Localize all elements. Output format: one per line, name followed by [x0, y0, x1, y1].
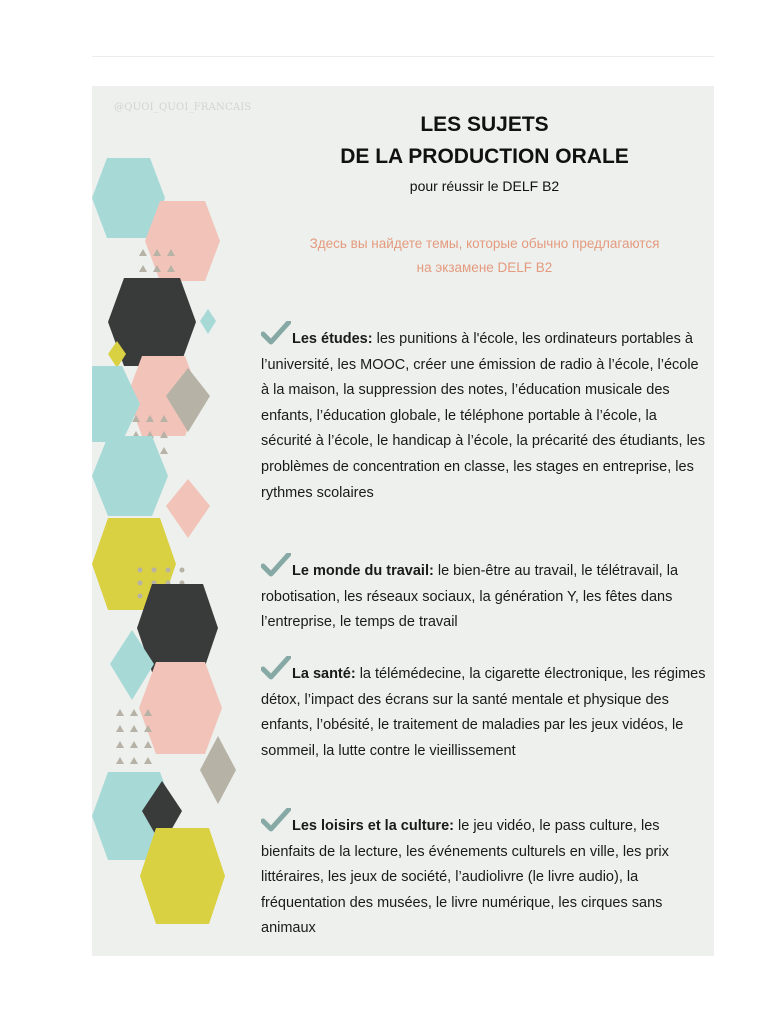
- section-text: le bien-être au travail, le télétravail, la robotisation, les réseaux sociaux, la génération Y, les fêtes dans l’entreprise, le temps de travail: [261, 563, 679, 631]
- section-heading: Le monde du travail:: [292, 563, 434, 579]
- poster-card: [92, 86, 714, 956]
- section-heading: Les études:: [292, 331, 373, 347]
- hexagon-decoration: [92, 86, 252, 956]
- title-line-1: LES SUJETS: [420, 113, 549, 136]
- section-text: le jeu vidéo, le pass culture, les bienfaits de la lecture, les événements culturels en ville, les prix littéraires, les jeux de société, l’audiolivre (le livre audio), la fréquentation des musées, le livre numérique, les cirques sans animaux: [261, 818, 669, 937]
- section-heading: Les loisirs et la culture:: [292, 818, 454, 834]
- title-line-2: DE LA PRODUCTION ORALE: [340, 145, 629, 168]
- checkmark-icon: [261, 553, 291, 577]
- section-heading: La santé:: [292, 666, 356, 682]
- section-etudes: [261, 321, 706, 506]
- checkmark-icon: [261, 321, 291, 345]
- section-text: la télémédecine, la cigarette électronique, les régimes détox, l’impact des écrans sur la santé mentale et physique des enfants, l’obésité, le traitement de maladies par les jeux vidéos, le sommeil, la lutte contre le vieillissement: [261, 666, 706, 759]
- checkmark-icon: [261, 808, 291, 832]
- watermark-handle: @QUOI_QUOI_FRANCAIS: [114, 102, 252, 113]
- section-loisirs: [261, 808, 706, 942]
- subtitle: pour réussir le DELF B2: [409, 178, 560, 194]
- section-sante: [261, 656, 706, 764]
- russian-note-line-1: Здесь вы найдете темы, которые обычно предлагаются: [309, 236, 660, 251]
- russian-note: [262, 232, 707, 280]
- russian-note-line-2: на экзамене DELF B2: [416, 260, 553, 275]
- checkmark-icon: [261, 656, 291, 680]
- top-divider: [92, 56, 714, 57]
- section-travail: [261, 553, 706, 636]
- section-text: les punitions à l'école, les ordinateurs portables à l’université, les MOOC, créer une émission de radio à l’école, l’école à la maison, la suppression des notes, l’éducation musicale des enfants, l’éducation globale, le téléphone portable à l’école, la sécurité à l’école, le handicap à l’école, la précarité des étudiants, les problèmes de concentration en classe, les stages en entreprise, les rythmes scolaires: [261, 331, 706, 501]
